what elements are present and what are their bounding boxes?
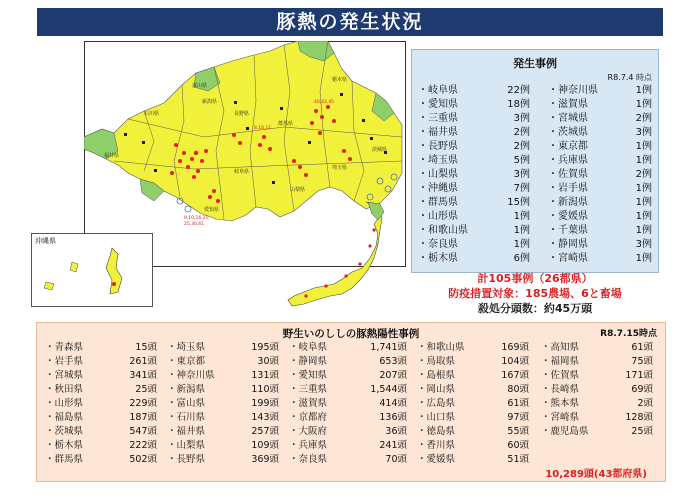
svg-text:25,30,61: 25,30,61 — [184, 222, 205, 227]
boar-row: ・群馬県 502頭 — [45, 454, 157, 465]
boar-total: 10,289頭(43都府県) — [545, 469, 647, 480]
okinawa-inset-map — [32, 234, 152, 306]
case-row: ・群馬県 15例 — [418, 197, 530, 208]
boar-row: ・奈良県 70頭 — [289, 454, 407, 465]
boar-row: ・秋田県 25頭 — [45, 384, 157, 395]
boar-row: ・徳島県 55頭 — [417, 426, 529, 437]
okinawa-label: 沖縄県 — [35, 237, 56, 245]
boar-row: ・岐阜県 1,741頭 — [289, 342, 407, 353]
svg-text:茨城県: 茨城県 — [372, 147, 388, 153]
boar-row: ・島根県 167頭 — [417, 370, 529, 381]
boar-row: ・熊本県 2頭 — [541, 398, 653, 409]
boar-row: ・長野県 369頭 — [167, 454, 279, 465]
boar-row: ・福岡県 75頭 — [541, 356, 653, 367]
cases-date: R8.7.4 時点 — [607, 73, 652, 82]
case-row: ・長野県 2例 — [418, 141, 530, 152]
case-row: ・新潟県 1例 — [548, 197, 652, 208]
boar-row: ・岩手県 261頭 — [45, 356, 157, 367]
case-row: ・佐賀県 2例 — [548, 169, 652, 180]
boar-row: ・大阪府 36頭 — [289, 426, 407, 437]
svg-text:新潟県: 新潟県 — [202, 99, 218, 105]
case-row: ・岩手県 1例 — [548, 183, 652, 194]
central-japan-region — [84, 41, 402, 221]
boar-row: ・栃木県 222頭 — [45, 440, 157, 451]
svg-text:愛知県: 愛知県 — [204, 207, 220, 213]
case-row: ・愛媛県 1例 — [548, 211, 652, 222]
svg-text:岐阜県: 岐阜県 — [234, 169, 250, 175]
boar-row: ・京都府 136頭 — [289, 412, 407, 423]
svg-text:8,10,11: 8,10,11 — [254, 126, 272, 131]
boar-row: ・和歌山県 169頭 — [417, 342, 529, 353]
boar-title: 野生いのししの豚熱陽性事例 — [282, 328, 420, 340]
case-row: ・神奈川県 1例 — [548, 85, 652, 96]
boar-row: ・山形県 229頭 — [45, 398, 157, 409]
svg-text:埼玉県: 埼玉県 — [332, 165, 348, 171]
svg-text:群馬県: 群馬県 — [278, 121, 294, 127]
wild-boar-panel — [36, 322, 666, 482]
case-row: ・沖縄県 7例 — [418, 183, 530, 194]
case-row: ・宮城県 2例 — [548, 113, 652, 124]
boar-row: ・石川県 143頭 — [167, 412, 279, 423]
boar-row: ・山口県 97頭 — [417, 412, 529, 423]
boar-row: ・滋賀県 414頭 — [289, 398, 407, 409]
case-row: ・埼玉県 5例 — [418, 155, 530, 166]
cases-total: 計105事例（26都県） — [477, 272, 593, 285]
case-row: ・東京都 1例 — [548, 141, 652, 152]
boar-row: ・愛媛県 51頭 — [417, 454, 529, 465]
boar-row: ・山梨県 109頭 — [167, 440, 279, 451]
boar-row: ・青森県 15頭 — [45, 342, 157, 353]
cases-summary — [411, 271, 659, 316]
boar-row: ・高知県 61頭 — [541, 342, 653, 353]
case-row: ・兵庫県 1例 — [548, 155, 652, 166]
case-row: ・千葉県 1例 — [548, 225, 652, 236]
boar-row: ・兵庫県 241頭 — [289, 440, 407, 451]
svg-text:富山県: 富山県 — [192, 83, 208, 89]
case-row: ・山形県 1例 — [418, 211, 530, 222]
japan-overview-map — [286, 200, 396, 310]
case-row: ・栃木県 6例 — [418, 253, 530, 264]
boar-row: ・静岡県 653頭 — [289, 356, 407, 367]
boar-row: ・鳥取県 104頭 — [417, 356, 529, 367]
case-row: ・和歌山県 1例 — [418, 225, 530, 236]
case-row: ・滋賀県 1例 — [548, 99, 652, 110]
cases-title: 発生事例 — [513, 57, 557, 70]
boar-row: ・愛知県 207頭 — [289, 370, 407, 381]
okinawa-inset — [31, 233, 153, 307]
svg-text:栃木県: 栃木県 — [332, 77, 348, 83]
case-row: ・福井県 2例 — [418, 127, 530, 138]
boar-date: R8.7.15時点 — [600, 329, 657, 339]
svg-text:長野県: 長野県 — [234, 111, 250, 117]
case-row: ・茨城県 3例 — [548, 127, 652, 138]
boar-row: ・香川県 60頭 — [417, 440, 529, 451]
svg-text:40,42,45: 40,42,45 — [314, 100, 335, 105]
svg-text:福井県: 福井県 — [104, 153, 120, 159]
svg-text:山梨県: 山梨県 — [290, 187, 306, 193]
case-row: ・三重県 3例 — [418, 113, 530, 124]
boar-row: ・佐賀県 171頭 — [541, 370, 653, 381]
boar-row: ・三重県 1,544頭 — [289, 384, 407, 395]
boar-row: ・新潟県 110頭 — [167, 384, 279, 395]
boar-row: ・岡山県 80頭 — [417, 384, 529, 395]
case-row: ・静岡県 3例 — [548, 239, 652, 250]
svg-text:石川県: 石川県 — [144, 111, 160, 117]
case-row: ・岐阜県 22例 — [418, 85, 530, 96]
boar-row: ・福井県 257頭 — [167, 426, 279, 437]
boar-row: ・長崎県 69頭 — [541, 384, 653, 395]
boar-row: ・富山県 199頭 — [167, 398, 279, 409]
boar-row: ・広島県 61頭 — [417, 398, 529, 409]
page-title: 豚熱の発生状況 — [37, 8, 663, 36]
case-row: ・愛知県 18例 — [418, 99, 530, 110]
case-row: ・宮崎県 1例 — [548, 253, 652, 264]
culled-count: 殺処分頭数：約45万頭 — [477, 302, 593, 315]
boar-row: ・宮城県 341頭 — [45, 370, 157, 381]
boar-row: ・埼玉県 195頭 — [167, 342, 279, 353]
boar-row: ・神奈川県 131頭 — [167, 370, 279, 381]
boar-row: ・茨城県 547頭 — [45, 426, 157, 437]
control-measures: 防疫措置対象：185農場、6と畜場 — [448, 287, 622, 300]
svg-text:9,10,16,21,: 9,10,16,21, — [184, 216, 210, 221]
boar-row: ・鹿児島県 25頭 — [541, 426, 653, 437]
boar-row: ・宮崎県 128頭 — [541, 412, 653, 423]
boar-row: ・東京都 30頭 — [167, 356, 279, 367]
case-row: ・奈良県 1例 — [418, 239, 530, 250]
case-row: ・山梨県 3例 — [418, 169, 530, 180]
boar-row: ・福島県 187頭 — [45, 412, 157, 423]
outbreak-cases-panel — [411, 49, 659, 273]
